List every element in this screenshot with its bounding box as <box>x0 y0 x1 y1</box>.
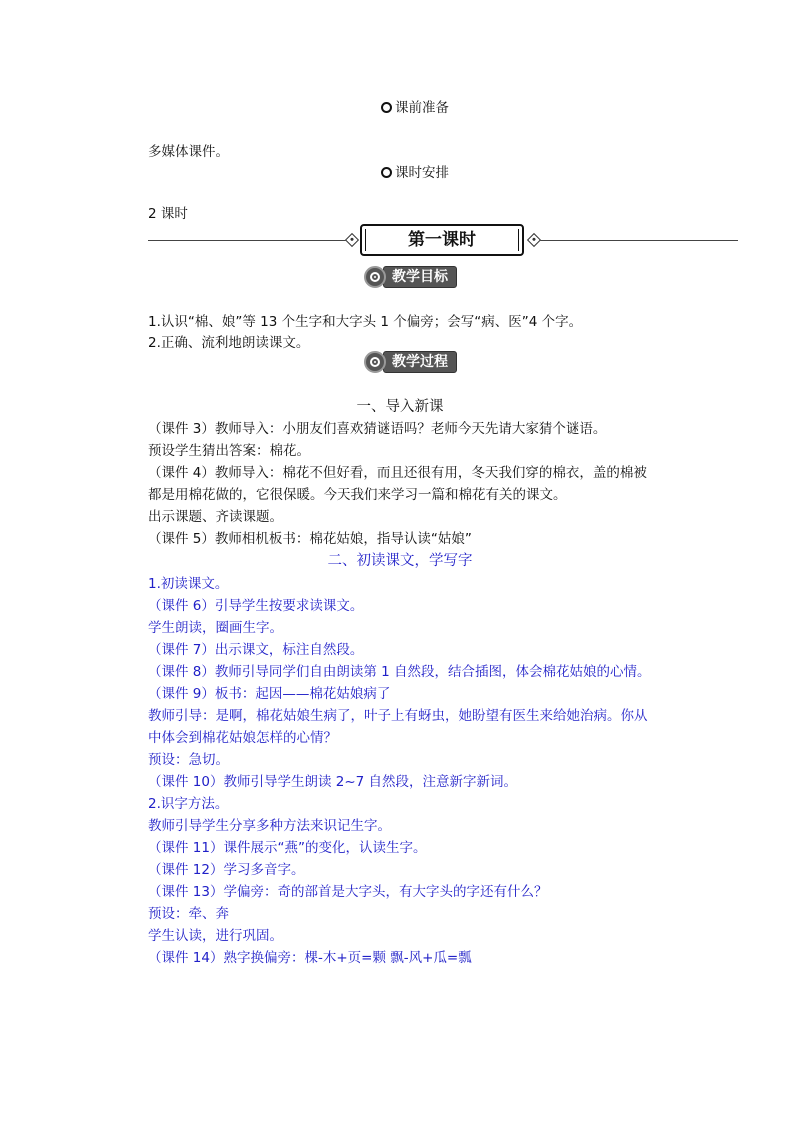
section2-line: （课件 13）学偏旁：奇的部首是大字头，有大字头的字还有什么？ <box>148 884 548 900</box>
section2-line: （课件 14）熟字换偏旁：棵-木+页=颗 飘-风+瓜=瓢 <box>148 950 472 966</box>
section1-line: 都是用棉花做的，它很保暖。今天我们来学习一篇和棉花有关的课文。 <box>148 487 567 503</box>
section2-title: 二、初读课文，学写字 <box>327 553 473 569</box>
section2-line: 学生认读，进行巩固。 <box>148 928 283 944</box>
section2-line: 教师引导：是啊，棉花姑娘生病了，叶子上有蚜虫，她盼望有医生来给她治病。你从 <box>148 708 648 724</box>
divider-left <box>148 240 353 241</box>
section2-line: （课件 12）学习多音字。 <box>148 862 305 878</box>
section2-line: 教师引导学生分享多种方法来识记生字。 <box>148 818 391 834</box>
section1-line: （课件 4）教师导入：棉花不但好看，而且还很有用，冬天我们穿的棉衣，盖的棉被 <box>148 465 647 481</box>
section2-line: （课件 6）引导学生按要求读课文。 <box>148 598 364 614</box>
circle-bullet-icon <box>381 102 392 113</box>
diamond-ornament-icon <box>527 233 541 247</box>
process-badge-label: 教学过程 <box>383 351 457 373</box>
section2-line: （课件 9）板书：起因——棉花姑娘病了 <box>148 686 391 702</box>
section2-line: （课件 7）出示课文，标注自然段。 <box>148 642 364 658</box>
goals-badge-label: 教学目标 <box>383 266 457 288</box>
section2-line: （课件 10）教师引导学生朗读 2~7 自然段，注意新字新词。 <box>148 774 518 790</box>
target-icon <box>364 351 386 373</box>
goals-badge <box>364 266 457 288</box>
section2-line: 1.初读课文。 <box>148 576 229 592</box>
section1-line: 出示课题、齐读课题。 <box>148 509 283 525</box>
goal-item: 1.认识“棉、娘”等 13 个生字和大字头 1 个偏旁；会写“病、医”4 个字。 <box>148 314 583 330</box>
section2-line: 2.识字方法。 <box>148 796 229 812</box>
section2-line: 预设：牵、奔 <box>148 906 229 922</box>
section2-line: （课件 8）教师引导同学们自由朗读第 1 自然段，结合插图，体会棉花姑娘的心情。 <box>148 664 651 680</box>
section2-line: 中体会到棉花姑娘怎样的心情？ <box>148 730 337 746</box>
prep-heading <box>381 99 449 117</box>
section1-line: 预设学生猜出答案：棉花。 <box>148 443 310 459</box>
prep-heading-text: 课前准备 <box>395 100 449 116</box>
section2-line: 预设：急切。 <box>148 752 229 768</box>
section1-line: （课件 3）教师导入：小朋友们喜欢猜谜语吗？老师今天先请大家猜个谜语。 <box>148 421 607 437</box>
schedule-heading <box>381 164 449 182</box>
section2-line: 学生朗读，圈画生字。 <box>148 620 283 636</box>
lesson-title: 第一课时 <box>360 224 524 256</box>
divider-right <box>540 240 738 241</box>
goal-item: 2.正确、流利地朗读课文。 <box>148 335 310 351</box>
process-badge <box>364 351 457 373</box>
section1-title: 一、导入新课 <box>356 399 444 415</box>
diamond-ornament-icon <box>345 233 359 247</box>
prep-body: 多媒体课件。 <box>148 144 229 160</box>
schedule-heading-text: 课时安排 <box>395 165 449 181</box>
schedule-body: 2 课时 <box>148 206 188 222</box>
target-icon <box>364 266 386 288</box>
section2-line: （课件 11）课件展示“燕”的变化，认读生字。 <box>148 840 427 856</box>
circle-bullet-icon <box>381 167 392 178</box>
section1-line: （课件 5）教师相机板书：棉花姑娘，指导认读“姑娘” <box>148 531 472 547</box>
